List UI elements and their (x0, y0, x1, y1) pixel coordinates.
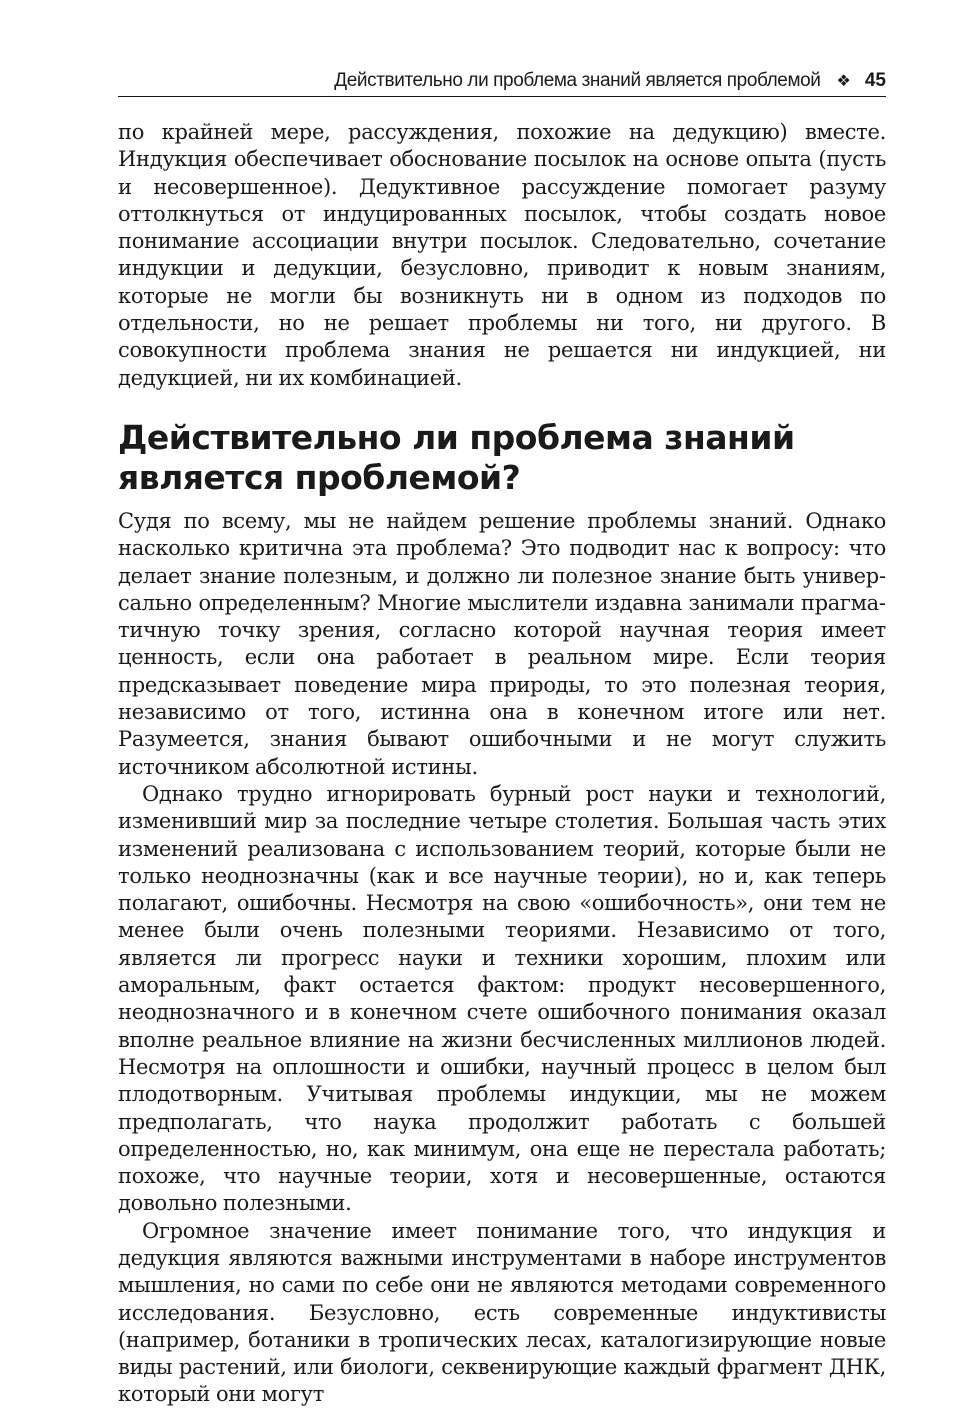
running-header (118, 66, 886, 97)
book-page (118, 66, 886, 1409)
running-header-title: Действительно ли проблема знаний является проблемой (334, 70, 821, 91)
section-heading: Действительно ли проблема знаний является проблемой? (118, 417, 795, 497)
section-paragraph-1: Судя по всему, мы не найдем решение проблемы знаний. Однако насколько критична эта проблема? Это подводит нас к вопросу: что делает знание полезным, и должно ли полезное знание быть универсально определенным? Многие мыслители издавна занимали прагматичную точку зрения, согласно которой научная теория имеет ценность, если она работает в реальном мире. Если теория предсказывает поведение мира природы, то это полезная теория, независимо от того, истинна она в конечном итоге или нет. Разумеется, знания бывают ошибочными и не могут служить источником абсолютной истины. (118, 508, 886, 779)
section-paragraph-2: Однако трудно игнорировать бурный рост науки и технологий, изменивший мир за последние четыре столетия. Большая часть этих изменений реализована с использованием теорий, которые были не только неоднозначны (как и все научные теории), но и, как теперь полагают, ошибочны. Несмотря на свою «ошибочность», они тем не менее были очень полезными теориями. Независимо от того, является ли прогресс науки и техники хорошим, плохим или аморальным, факт остается фактом: продукт несовершенного, неоднозначного и в конечном счете ошибочного понимания оказал вполне реальное влияние на жизни бесчисленных миллионов людей. Несмотря на оплошности и ошибки, научный процесс в целом был плодотворным. Учитывая проблемы индукции, мы не можем предполагать, что наука продолжит работать с большей определенностью, но, как минимум, она еще не перестала работать; похоже, что научные теории, хотя и несовершенные, остаются довольно полезными. (118, 781, 886, 1216)
section-paragraph-3: Огромное значение имеет понимание того, что индукция и дедукция являются важными инструментами в наборе инструментов мышления, но сами по себе они не являются методами современного исследования. Безусловно, есть современные индуктивисты (например, ботаники в тропических лесах, каталогизирующие новые виды растений, или биологи, секвенирующие каждый фрагмент ДНК, который они могут (118, 1218, 886, 1407)
page-number: 45 (864, 70, 886, 91)
diamond-ornament-icon: ❖ (836, 73, 851, 90)
paragraph-continued: по крайней мере, рассуждения, похожие на дедукцию) вместе. Индукция обеспечивает обоснование посылок на основе опыта (пусть и несовершенное). Дедуктивное рассуждение помогает разуму оттолкнуться от индуцированных посылок, чтобы создать новое понимание ассоциации внутри посылок. Следовательно, сочетание индукции и дедукции, безусловно, приводит к новым знаниям, которые не могли бы возникнуть ни в одном из подходов по отдельности, но не решает проблемы ни того, ни другого. В совокупности проблема знания не решается ни индукцией, ни дедукцией, ни их комбинацией. (118, 120, 886, 390)
